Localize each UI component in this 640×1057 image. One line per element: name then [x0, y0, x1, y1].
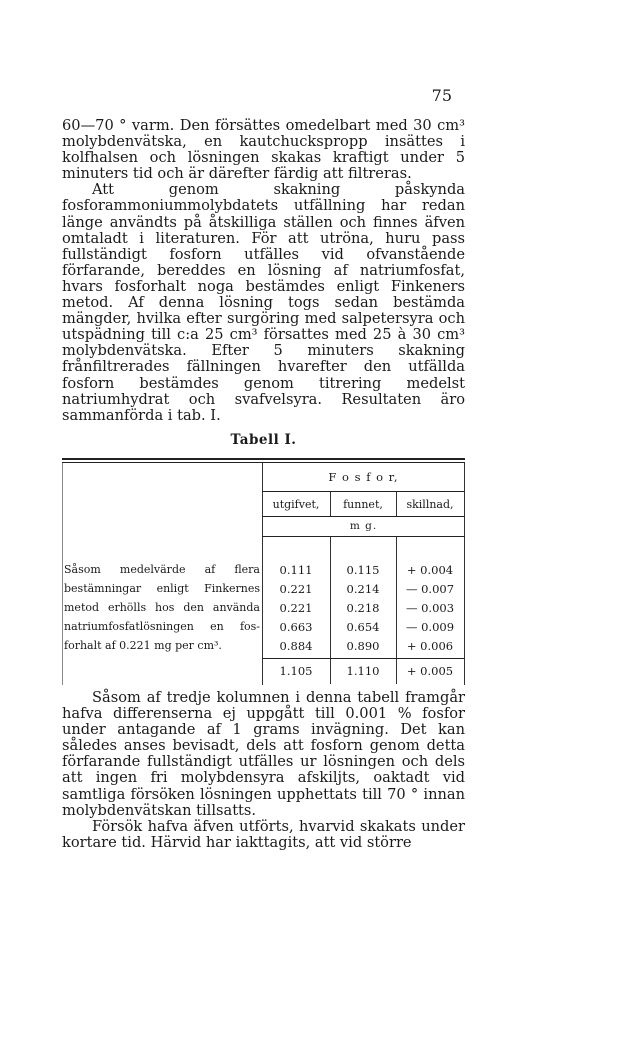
unit-label: m g.	[349, 520, 378, 532]
paragraph: 60—70 ° varm. Den försättes omedelbart med 30 cm³ molybdenvätska, en kautchuckspropp insättes i kolfhalsen och lösningen skakas kraftigt under 5 minuters tid och är därefter färdig att filtreras.	[62, 117, 465, 183]
cell-funnet: 0.214	[346, 582, 380, 596]
table-top-rule-thin	[62, 462, 465, 463]
cell-utgifvet: 0.221	[279, 601, 313, 615]
table-title: Tabell I.	[230, 432, 297, 448]
paragraph: Att genom skakning påskynda fosforammoniummolybdatets utfällning har redan länge användts på åtskilliga ställen och finnes äfven omtaladt i literaturen. För att utröna, huru pass fullständigt fosforn utfälles vid ofvanstående förfarande, bereddes en lösning af natriumfosfat, hvars fosforhalt noga bestämdes enligt Finkeners metod. Af denna lösning togs sedan bestämda mängder, hvilka efter surgöring med salpetersyra och utspädning till c:a 25 cm³ försattes med 25 à 30 cm³ molybdenvätska. Efter 5 minuters skakning frånfiltrerades fällningen hvarefter den utfällda fosforn bestämdes genom titrering medelst natriumhydrat och svafvelsyra. Resultaten äro sammanförda i tab. I.	[62, 181, 465, 424]
table-group-rule	[262, 491, 465, 492]
column-header-skillnad: skillnad,	[406, 498, 454, 511]
table-description-line: Såsom medelvärde af flera	[64, 563, 260, 576]
table-vrule-right	[464, 463, 465, 685]
table-description-line: forhalt af 0.221 mg per cm³.	[64, 639, 222, 652]
table-column-rule	[262, 516, 465, 517]
cell-utgifvet: 0.663	[279, 620, 313, 634]
column-header-utgifvet: utgifvet,	[272, 498, 320, 511]
table-total-rule	[262, 658, 465, 659]
cell-funnet: 1.110	[346, 664, 380, 678]
table-group-header: F o s f o r,	[328, 470, 399, 484]
cell-utgifvet: 1.105	[279, 664, 313, 678]
cell-skillnad: — 0.007	[405, 582, 455, 596]
paragraph: Såsom af tredje kolumnen i denna tabell framgår hafva differenserna ej uppgått till 0.001 % fosfor under antagande af 1 grams invägning. Det kan således anses bevisadt, dels att fosforn genom detta förfarande fullständigt utfälles ur lösningen och dels att ingen fri molybdensyra afskiljts, oaktadt vid samtliga försöken lösningen upphettats till 70 ° innan molybdenvätskan tillsatts.	[62, 689, 465, 819]
data-table	[62, 458, 465, 684]
cell-funnet: 0.218	[346, 601, 380, 615]
cell-funnet: 0.654	[346, 620, 380, 634]
cell-utgifvet: 0.221	[279, 582, 313, 596]
table-description-line: metod erhölls hos den använda	[64, 601, 260, 614]
cell-funnet: 0.890	[346, 639, 380, 653]
cell-skillnad: + 0.004	[406, 563, 454, 577]
cell-skillnad: — 0.009	[405, 620, 455, 634]
cell-skillnad: — 0.003	[405, 601, 455, 615]
table-description-line: bestämningar enligt Finkernes	[64, 582, 260, 595]
table-unit-rule	[262, 536, 465, 537]
table-vrule-left	[62, 463, 63, 685]
table-description-line: natriumfosfatlösningen en fos-	[64, 620, 260, 633]
column-header-funnet: funnet,	[343, 498, 383, 511]
paragraph: Försök hafva äfven utförts, hvarvid skakats under kortare tid. Härvid har iakttagits, att vid större	[62, 817, 465, 851]
cell-skillnad: + 0.006	[406, 639, 454, 653]
page-number: 75	[431, 86, 452, 105]
cell-utgifvet: 0.884	[279, 639, 313, 653]
body-text-top	[62, 118, 465, 424]
table-top-rule	[62, 458, 465, 460]
body-text-bottom	[62, 690, 465, 851]
cell-utgifvet: 0.111	[279, 563, 313, 577]
cell-skillnad: + 0.005	[406, 664, 454, 678]
cell-funnet: 0.115	[346, 563, 380, 577]
